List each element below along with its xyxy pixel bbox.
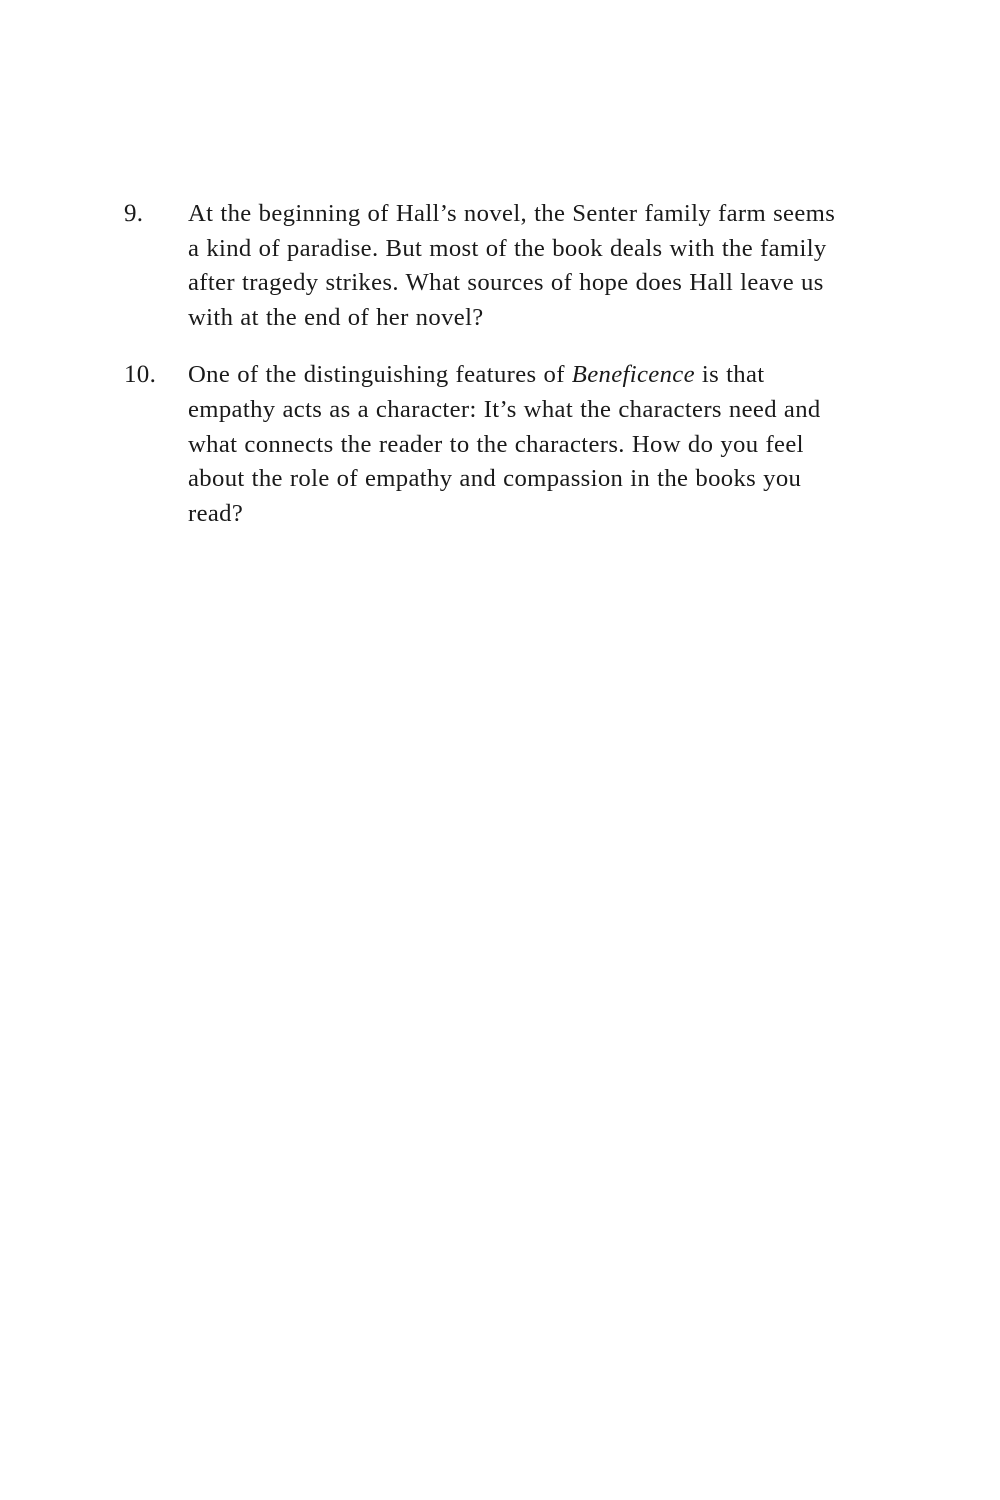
- question-text: At the beginning of Hall’s novel, the Senter family farm seems a kind of paradise. But most of the book deals with the family after tragedy strikes. What sources of hope does Hall leave us with at the end of her novel?: [188, 200, 836, 331]
- discussion-questions-list: [124, 197, 844, 554]
- question-10: [124, 358, 844, 531]
- question-text: [188, 358, 844, 531]
- question-text-before-title: One of the distinguishing features of: [188, 361, 572, 389]
- question-text-after-title: is that empathy acts as a character: It’s what the characters need and what connects the reader to the characters. How do you feel about the role of empathy and compassion in the books you read?: [188, 361, 821, 527]
- question-9: [124, 197, 844, 335]
- question-number: 10.: [124, 361, 157, 389]
- book-title: Beneficence: [571, 361, 695, 389]
- question-number: 9.: [124, 200, 144, 227]
